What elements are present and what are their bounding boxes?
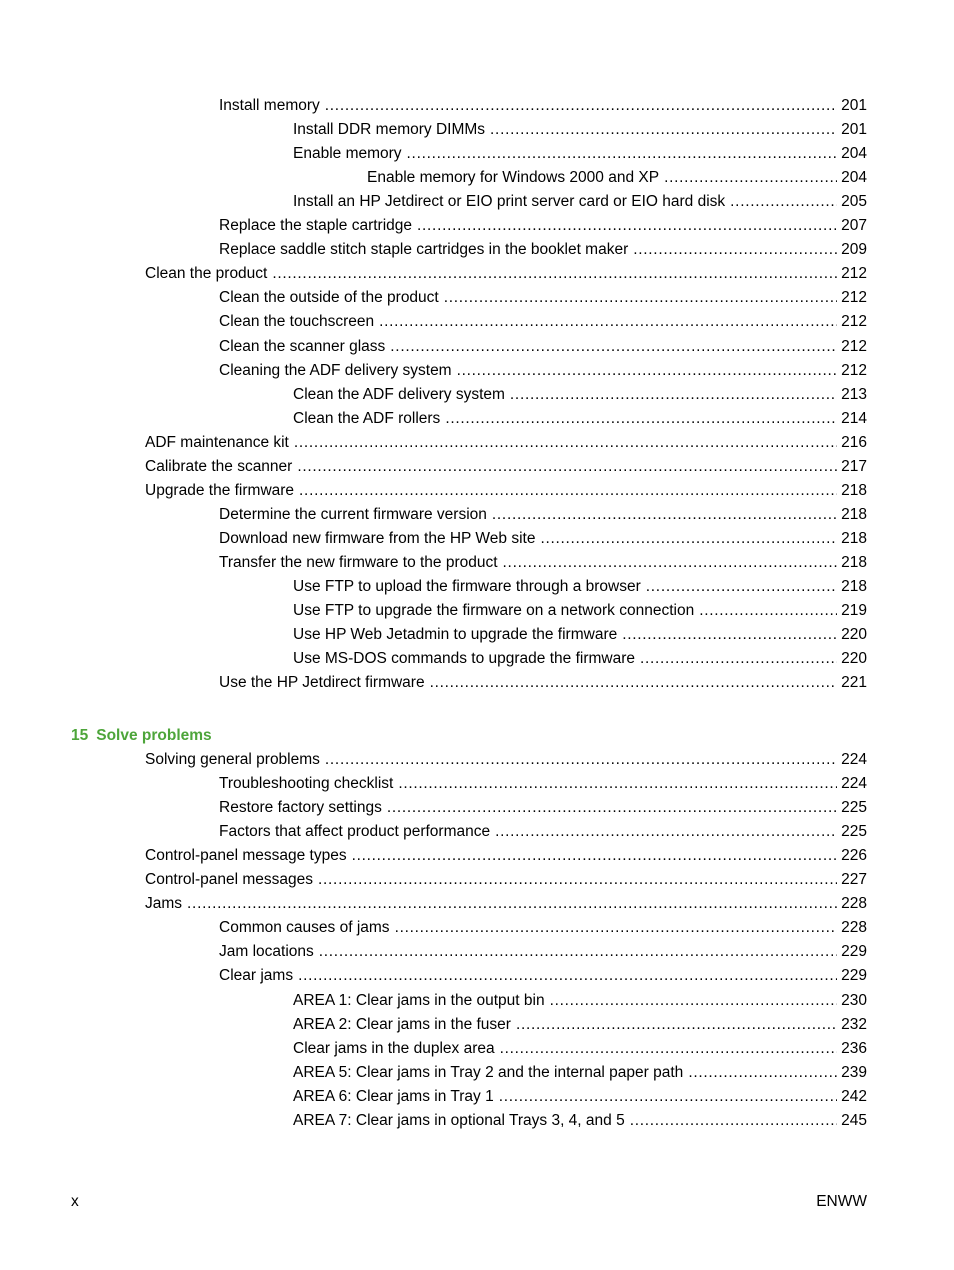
- toc-entry[interactable]: [219, 774, 867, 794]
- toc-entry-title: Determine the current firmware version: [219, 505, 487, 523]
- toc-entry-page: 218: [841, 578, 867, 595]
- dot-leader: [430, 673, 838, 693]
- toc-entry-title: Control-panel messages: [145, 871, 314, 889]
- dot-leader: [499, 1087, 837, 1107]
- toc-entry[interactable]: [145, 264, 867, 284]
- dot-leader: [390, 337, 837, 357]
- dot-leader: [730, 192, 837, 212]
- dot-leader: [640, 649, 837, 669]
- toc-entry-page: 201: [841, 97, 867, 114]
- toc-entry[interactable]: [145, 457, 867, 477]
- toc-entry-title: AREA 6: Clear jams in Tray 1: [293, 1087, 494, 1105]
- toc-entry-page: 229: [841, 943, 867, 961]
- dot-leader: [444, 288, 837, 308]
- toc-entry-page: 218: [841, 553, 867, 571]
- toc-entry-page: 225: [841, 823, 867, 841]
- toc-entry-page: 224: [841, 775, 867, 793]
- toc-entry-page: 214: [841, 409, 867, 427]
- dot-leader: [187, 894, 837, 914]
- toc-entry-title: Enable memory: [293, 145, 402, 163]
- toc-entry-title: Common causes of jams: [219, 919, 390, 937]
- toc-entry[interactable]: [293, 144, 867, 164]
- toc-entry-title: Cleaning the ADF delivery system: [219, 361, 452, 379]
- toc-entry[interactable]: [219, 529, 867, 549]
- dot-leader: [540, 529, 837, 549]
- toc-entry[interactable]: [293, 649, 867, 669]
- toc-entry[interactable]: [293, 120, 867, 140]
- toc-entry-page: 220: [841, 650, 867, 668]
- toc-entry-title: Control-panel message types: [145, 847, 347, 865]
- toc-entry[interactable]: [219, 673, 867, 693]
- toc-entry-page: 221: [841, 674, 867, 692]
- toc-entry-title: Replace the staple cartridge: [219, 217, 413, 235]
- toc-entry[interactable]: [219, 966, 867, 986]
- dot-leader: [492, 505, 837, 525]
- toc-entry-title: Upgrade the firmware: [145, 481, 295, 499]
- toc-entry-title: Transfer the new firmware to the product: [219, 553, 498, 571]
- toc-entry[interactable]: [219, 361, 867, 381]
- toc-entry[interactable]: [219, 312, 867, 332]
- toc-entry[interactable]: [293, 577, 867, 597]
- toc-entry-title: Troubleshooting checklist: [219, 775, 394, 793]
- toc-entry[interactable]: [293, 991, 867, 1011]
- toc-entry-page: 228: [841, 919, 867, 937]
- toc-entry-title: Clean the outside of the product: [219, 289, 439, 307]
- dot-leader: [510, 385, 837, 405]
- toc-entry-title: Restore factory settings: [219, 799, 382, 817]
- toc-entry-page: 213: [841, 385, 867, 403]
- toc-entry-page: 230: [841, 991, 867, 1009]
- toc-entry-page: 218: [841, 529, 867, 547]
- toc-entry[interactable]: [219, 822, 867, 842]
- toc-entry[interactable]: [367, 168, 867, 188]
- dot-leader: [500, 1039, 838, 1059]
- toc-entry-page: 245: [841, 1111, 867, 1129]
- toc-entry-title: Clean the scanner glass: [219, 337, 386, 355]
- toc-entry[interactable]: [293, 601, 867, 621]
- toc-entry-title: Install an HP Jetdirect or EIO print server card or EIO hard disk: [293, 193, 726, 211]
- toc-entry-page: 225: [841, 799, 867, 817]
- toc-entry-title: Download new firmware from the HP Web site: [219, 529, 536, 547]
- dot-leader: [445, 409, 837, 429]
- toc-entry-title: Clear jams in the duplex area: [293, 1039, 495, 1057]
- toc-entry-page: 219: [841, 602, 867, 620]
- chapter-number: 15: [71, 727, 89, 744]
- dot-leader: [379, 312, 837, 332]
- toc-entry-page: 205: [841, 193, 867, 211]
- toc-entry[interactable]: [219, 798, 867, 818]
- toc-entry-title: Replace saddle stitch staple cartridges in the booklet maker: [219, 241, 629, 259]
- dot-leader: [398, 774, 837, 794]
- toc-entry-title: Use HP Web Jetadmin to upgrade the firmware: [293, 626, 618, 644]
- dot-leader: [646, 577, 837, 597]
- toc-entry-title: Use MS-DOS commands to upgrade the firmware: [293, 650, 635, 668]
- dot-leader: [299, 481, 837, 501]
- toc-entry-page: 212: [841, 313, 867, 331]
- toc-entry[interactable]: [293, 1039, 867, 1059]
- toc-entry-page: 218: [841, 481, 867, 499]
- dot-leader: [550, 991, 838, 1011]
- toc-entry[interactable]: [219, 918, 867, 938]
- dot-leader: [395, 918, 838, 938]
- toc-entry[interactable]: [219, 505, 867, 525]
- toc-entry-title: AREA 1: Clear jams in the output bin: [293, 991, 545, 1009]
- dot-leader: [664, 168, 837, 188]
- toc-entry-title: Clean the touchscreen: [219, 313, 375, 331]
- toc-entry[interactable]: [293, 1015, 867, 1035]
- toc-entry-title: Calibrate the scanner: [145, 457, 293, 475]
- toc-entry[interactable]: [219, 288, 867, 308]
- dot-leader: [457, 361, 838, 381]
- dot-leader: [325, 96, 837, 116]
- toc-entry-title: AREA 2: Clear jams in the fuser: [293, 1015, 511, 1033]
- dot-leader: [699, 601, 837, 621]
- dot-leader: [516, 1015, 837, 1035]
- dot-leader: [319, 942, 837, 962]
- toc-entry[interactable]: [293, 192, 867, 212]
- dot-leader: [294, 433, 837, 453]
- toc-entry-title: Solving general problems: [145, 751, 320, 768]
- toc-entry[interactable]: [145, 846, 867, 866]
- toc-entry-page: 212: [841, 265, 867, 283]
- toc-entry-title: Install memory: [219, 97, 320, 114]
- toc-entry-page: 220: [841, 626, 867, 644]
- toc-entry-page: 226: [841, 847, 867, 865]
- toc-entry-page: 228: [841, 895, 867, 913]
- toc-entry[interactable]: [145, 750, 867, 770]
- toc-entry[interactable]: [219, 216, 867, 236]
- toc-entry-title: Install DDR memory DIMMs: [293, 121, 486, 139]
- toc-entry[interactable]: [219, 337, 867, 357]
- toc-entry-title: Jam locations: [219, 943, 314, 961]
- toc-entry[interactable]: [145, 894, 867, 914]
- dot-leader: [297, 457, 837, 477]
- dot-leader: [298, 966, 837, 986]
- toc-entry-title: Use FTP to upgrade the firmware on a network connection: [293, 602, 695, 620]
- toc-entry-page: 217: [841, 457, 867, 475]
- toc-entry-title: Enable memory for Windows 2000 and XP: [367, 169, 660, 187]
- dot-leader: [272, 264, 837, 284]
- toc-entry-page: 232: [841, 1015, 867, 1033]
- toc-entry-title: AREA 7: Clear jams in optional Trays 3, 4, and 5: [293, 1111, 625, 1129]
- toc-entry-page: 227: [841, 871, 867, 889]
- toc-entry[interactable]: [219, 240, 867, 260]
- toc-entry-title: Factors that affect product performance: [219, 823, 491, 841]
- toc-entry-title: Jams: [145, 895, 183, 913]
- toc-entry-page: 242: [841, 1087, 867, 1105]
- toc-entry[interactable]: [219, 553, 867, 573]
- toc-entry[interactable]: [145, 481, 867, 501]
- toc-entry-title: AREA 5: Clear jams in Tray 2 and the internal paper path: [293, 1063, 684, 1081]
- toc-entry[interactable]: [145, 870, 867, 890]
- dot-leader: [622, 625, 837, 645]
- toc-entry[interactable]: [293, 1063, 867, 1083]
- dot-leader: [630, 1111, 837, 1131]
- toc-entry-title: Use the HP Jetdirect firmware: [219, 674, 425, 692]
- footer-doc-code: ENWW: [816, 1193, 867, 1210]
- dot-leader: [325, 750, 837, 770]
- toc-entry-title: Use FTP to upload the firmware through a browser: [293, 578, 641, 595]
- chapter-heading: [71, 726, 212, 746]
- toc-entry-title: ADF maintenance kit: [145, 433, 289, 451]
- toc-entry[interactable]: [293, 409, 867, 429]
- dot-leader: [417, 216, 837, 236]
- dot-leader: [495, 822, 837, 842]
- toc-entry[interactable]: [219, 942, 867, 962]
- toc-entry-page: 212: [841, 337, 867, 355]
- footer-page-number: x: [71, 1193, 79, 1210]
- toc-entry-title: Clean the ADF rollers: [293, 409, 441, 427]
- toc-entry[interactable]: [293, 1111, 867, 1131]
- toc-entry-title: Clean the product: [145, 265, 268, 283]
- toc-entry-page: 204: [841, 169, 867, 187]
- toc-entry[interactable]: [293, 1087, 867, 1107]
- toc-entry-page: 201: [841, 121, 867, 139]
- toc-entry-title: Clear jams: [219, 967, 294, 985]
- dot-leader: [407, 144, 838, 164]
- toc-entry-page: 207: [841, 217, 867, 235]
- toc-entry-page: 212: [841, 361, 867, 379]
- dot-leader: [688, 1063, 837, 1083]
- toc-entry-page: 239: [841, 1063, 867, 1081]
- toc-entry-page: 204: [841, 145, 867, 163]
- toc-entry-title: Clean the ADF delivery system: [293, 385, 505, 403]
- toc-entry[interactable]: [219, 96, 867, 116]
- dot-leader: [503, 553, 838, 573]
- toc-entry[interactable]: [293, 385, 867, 405]
- dot-leader: [490, 120, 837, 140]
- toc-entry-page: 212: [841, 289, 867, 307]
- dot-leader: [318, 870, 837, 890]
- chapter-title: Solve problems: [96, 727, 212, 744]
- dot-leader: [352, 846, 838, 866]
- toc-entry[interactable]: [145, 433, 867, 453]
- toc-entry-page: 236: [841, 1039, 867, 1057]
- toc-entry-page: 209: [841, 241, 867, 259]
- toc-entry[interactable]: [293, 625, 867, 645]
- dot-leader: [387, 798, 837, 818]
- toc-entry-page: 216: [841, 433, 867, 451]
- toc-entry-page: 224: [841, 751, 867, 768]
- toc-entry-page: 229: [841, 967, 867, 985]
- toc-entry-page: 218: [841, 505, 867, 523]
- dot-leader: [633, 240, 837, 260]
